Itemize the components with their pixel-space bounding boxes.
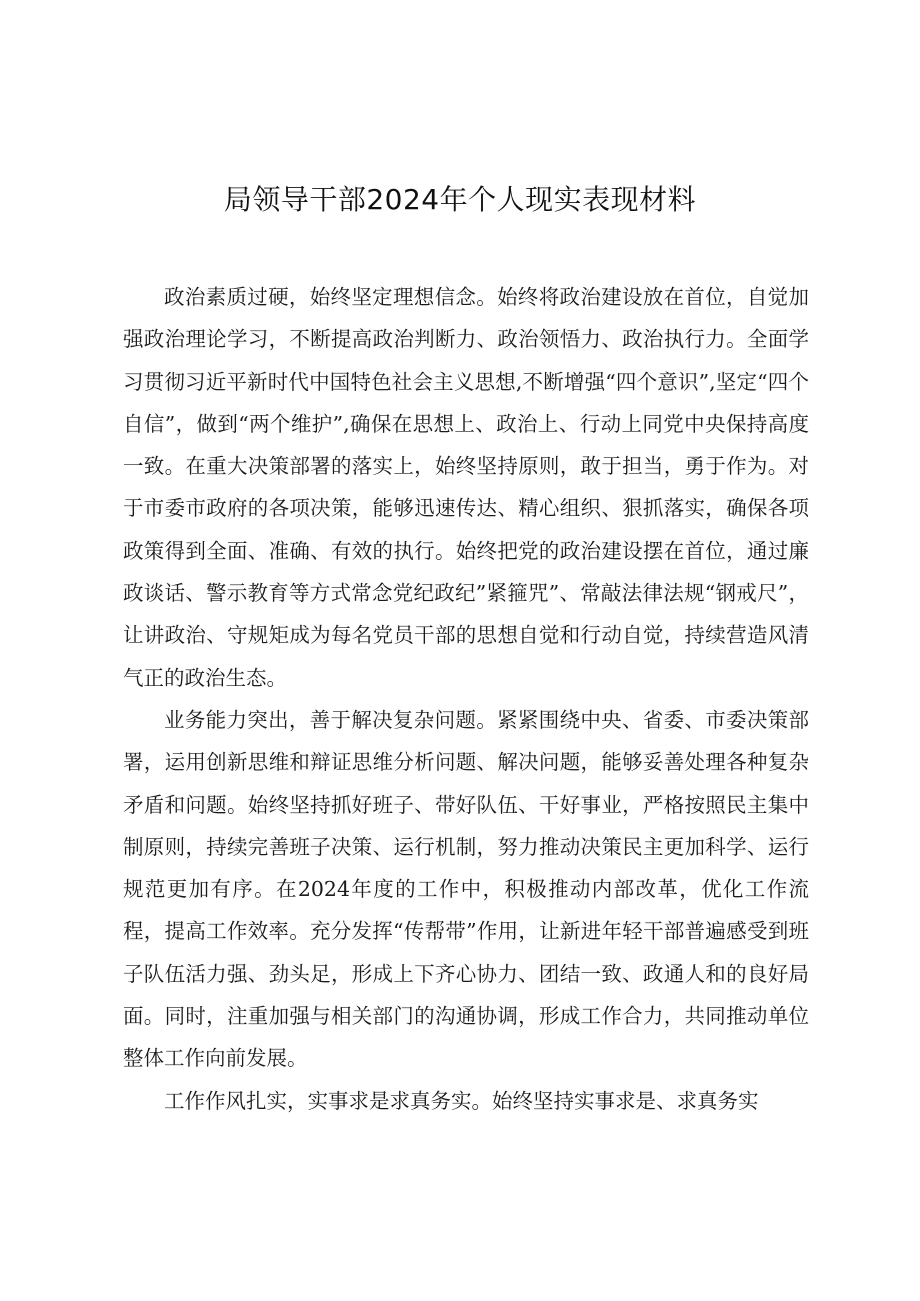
document-body <box>123 276 809 1122</box>
paragraph-work-style: 工作作风扎实，实事求是求真务实。始终坚持实事求是、求真务实 <box>164 1088 759 1113</box>
document-title: 局领导干部2024年个人现实表现材料 <box>223 183 697 216</box>
paragraph-business-ability: 业务能力突出，善于解决复杂问题。紧紧围绕中央、省委、市委决策部署，运用创新思维和辩证思维分析问题、解决问题，能够妥善处理各种复杂矛盾和问题。始终坚持抓好班子、带好队伍、干好事业，严格按照民主集中制原则，持续完善班子决策、运行机制，努力推动决策民主更加科学、运行规范更加有序。在2024年度的工作中，积极推动内部改革，优化工作流程，提高工作效率。充分发挥“传帮带”作用，让新进年轻干部普遍感受到班子队伍活力强、劲头足，形成上下齐心协力、团结一致、政通人和的良好局面。同时，注重加强与相关部门的沟通协调，形成工作合力，共同推动单位整体工作向前发展。 <box>123 707 809 1071</box>
paragraph-political-quality: 政治素质过硬，始终坚定理想信念。始终将政治建设放在首位，自觉加强政治理论学习，不断提高政治判断力、政治领悟力、政治执行力。全面学习贯彻习近平新时代中国特色社会主义思想,不断增强“四个意识”,坚定“四个自信”，做到“两个维护”,确保在思想上、政治上、行动上同党中央保持高度一致。在重大决策部署的落实上，始终坚持原则，敢于担当，勇于作为。对于市委市政府的各项决策，能够迅速传达、精心组织、狠抓落实，确保各项政策得到全面、准确、有效的执行。始终把党的政治建设摆在首位，通过廉政谈话、警示教育等方式常念党纪政纪”紧箍咒”、常敲法律法规“钢戒尺”，让讲政治、守规矩成为每名党员干部的思想自觉和行动自觉，持续营造风清气正的政治生态。 <box>123 285 809 690</box>
